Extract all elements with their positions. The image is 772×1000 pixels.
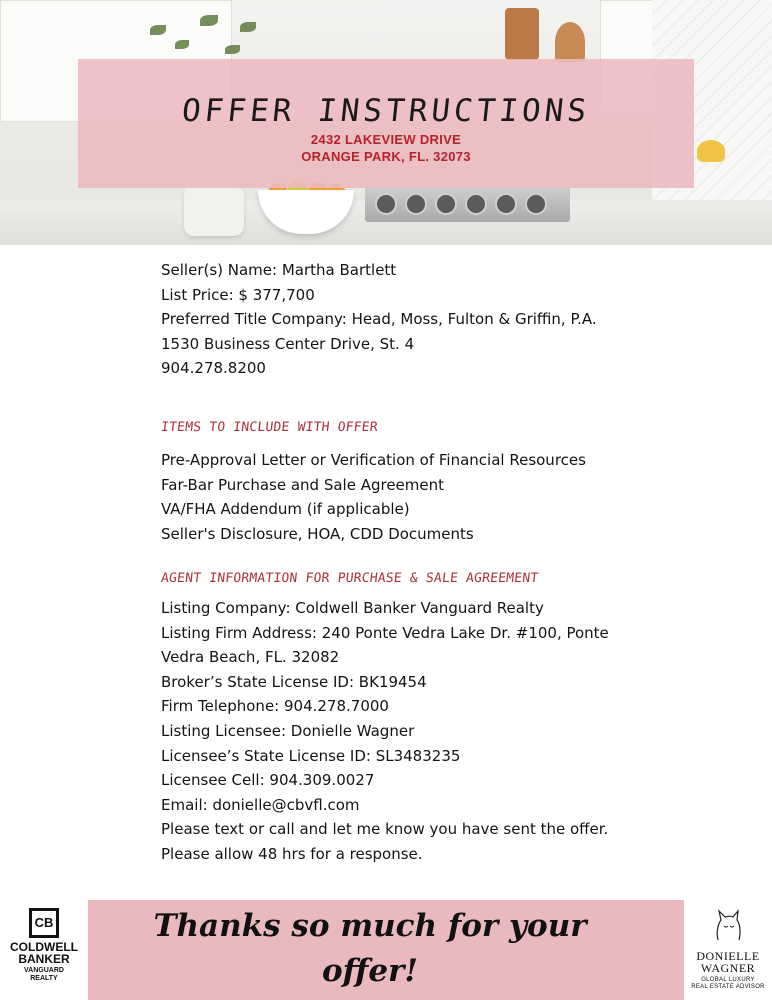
list-price: List Price: $ 377,700 — [161, 285, 315, 304]
property-info — [161, 258, 597, 381]
title-company-phone: 904.278.8200 — [161, 359, 266, 377]
stove-knob — [525, 193, 547, 215]
licensee-cell: Licensee Cell: 904.309.0027 — [161, 771, 375, 790]
cutting-board — [505, 8, 539, 60]
donielle-wagner-logo — [684, 900, 772, 1000]
response-note: Please allow 48 hrs for a response. — [161, 844, 423, 863]
cb-mark: CB — [29, 908, 59, 938]
dw-sub-line2: REAL ESTATE ADVISOR — [691, 984, 765, 990]
page-title: OFFER INSTRUCTIONS — [180, 93, 592, 129]
stove-knob — [375, 193, 397, 215]
licensee-license: Licensee’s State License ID: SL3483235 — [161, 746, 461, 765]
title-company-address: 1530 Business Center Drive, St. 4 — [161, 334, 415, 353]
list-item: Far-Bar Purchase and Sale Agreement — [161, 475, 445, 494]
plant-pot — [184, 188, 244, 236]
cb-sub-line1: VANGUARD — [24, 967, 64, 974]
stove-knob — [405, 193, 427, 215]
cutting-board — [555, 22, 585, 62]
dw-sub-line1: GLOBAL LUXURY — [701, 977, 755, 983]
contact-note: Please text or call and let me know you have sent the offer. — [161, 820, 609, 839]
leaf — [200, 15, 218, 26]
agent-info — [161, 596, 609, 867]
footer — [0, 900, 772, 1000]
cb-name-line1: COLDWELL — [10, 940, 78, 954]
listing-licensee: Listing Licensee: Donielle Wagner — [161, 721, 415, 740]
items-section-heading: ITEMS TO INCLUDE WITH OFFER — [160, 420, 379, 435]
list-item: Seller's Disclosure, HOA, CDD Documents — [161, 524, 474, 543]
address-line-1: 2432 LAKEVIEW DRIVE — [310, 132, 462, 147]
cb-sub-line2: REALTY — [30, 975, 58, 982]
coldwell-banker-logo — [0, 900, 88, 1000]
thanks-line-1: Thanks so much for your — [153, 908, 587, 944]
broker-license: Broker’s State License ID: BK19454 — [161, 672, 427, 691]
list-item: Pre-Approval Letter or Verification of Financial Resources — [161, 451, 586, 469]
firm-telephone: Firm Telephone: 904.278.7000 — [161, 697, 389, 716]
agent-section-heading: AGENT INFORMATION FOR PURCHASE & SALE AGREEMENT — [160, 571, 540, 586]
leaf — [240, 22, 256, 32]
stove-knob — [435, 193, 457, 215]
items-list — [161, 448, 586, 546]
dw-name-line1: DONIELLE — [696, 949, 760, 963]
title-band — [78, 59, 694, 188]
firm-address-cont: Vedra Beach, FL. 32082 — [161, 648, 340, 667]
list-item: VA/FHA Addendum (if applicable) — [161, 500, 410, 518]
title-company: Preferred Title Company: Head, Moss, Fulton & Griffin, P.A. — [161, 310, 597, 328]
leaf — [150, 25, 166, 35]
leaf — [175, 40, 189, 49]
cb-name-line2: BANKER — [18, 952, 70, 966]
thanks-line-2: offer! — [322, 953, 418, 989]
stove-knob — [465, 193, 487, 215]
email: Email: donielle@cbvfl.com — [161, 795, 360, 814]
hero-kitchen-photo — [0, 0, 772, 245]
thanks-message — [150, 904, 590, 994]
dw-name-line2: WAGNER — [700, 961, 756, 975]
firm-address: Listing Firm Address: 240 Ponte Vedra Lake Dr. #100, Ponte — [161, 623, 609, 642]
seller-name: Seller(s) Name: Martha Bartlett — [161, 261, 397, 279]
address-line-2: ORANGE PARK, FL. 32073 — [301, 149, 471, 164]
kettle — [697, 140, 725, 162]
leaf — [225, 45, 240, 54]
stove-knob — [495, 193, 517, 215]
french-bulldog-icon — [708, 906, 748, 946]
listing-company: Listing Company: Coldwell Banker Vanguard Realty — [161, 599, 544, 617]
